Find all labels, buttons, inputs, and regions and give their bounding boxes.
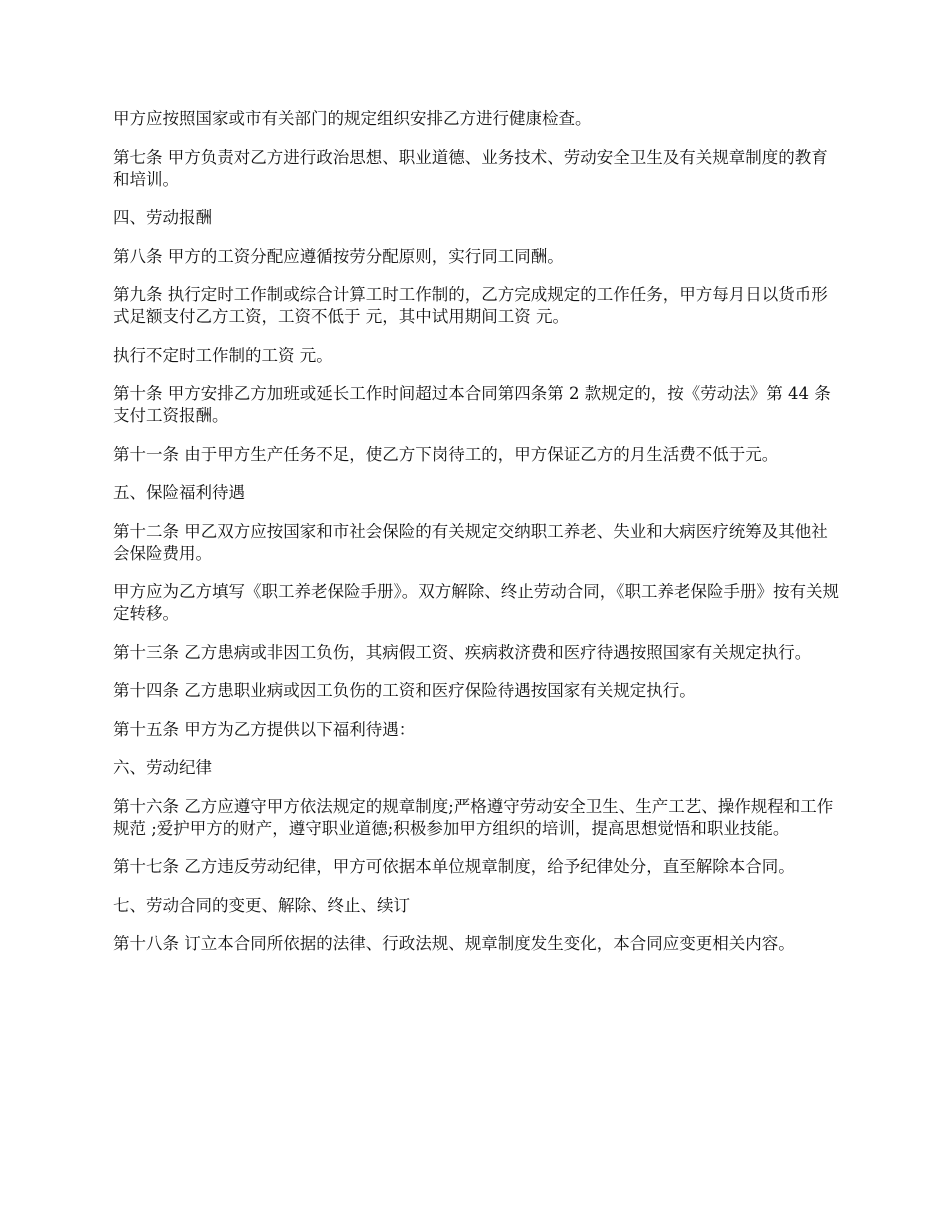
- article-11: 第十一条 由于甲方生产任务不足，使乙方下岗待工的，甲方保证乙方的月生活费不低于元。: [113, 444, 779, 464]
- article-12: 第十二条 甲乙双方应按国家和市社会保险的有关规定交纳职工养老、失业和大病医疗统筹及其他社会保险费用。: [113, 521, 828, 563]
- section-heading-insurance: 五、保险福利待遇: [113, 483, 245, 502]
- paragraph-health-check: 甲方应按照国家或市有关部门的规定组织安排乙方进行健康检查。: [113, 109, 592, 128]
- document-body: [113, 108, 840, 972]
- article-10: 第十条 甲方安排乙方加班或延长工作时间超过本合同第四条第 2 款规定的，按《劳动法》第 44 条支付工资报酬。: [113, 384, 831, 425]
- article-13: 第十三条 乙方患病或非因工负伤，其病假工资、疾病救济费和医疗待遇按照国家有关规定执行。: [113, 642, 812, 662]
- section-heading-discipline: 六、劳动纪律: [113, 758, 212, 777]
- section-heading-remuneration: 四、劳动报酬: [113, 208, 212, 227]
- article-15: 第十五条 甲方为乙方提供以下福利待遇：: [113, 719, 416, 739]
- article-14: 第十四条 乙方患职业病或因工负伤的工资和医疗保险待遇按国家有关规定执行。: [113, 681, 696, 700]
- paragraph-pension-handbook: 甲方应为乙方填写《职工养老保险手册》。双方解除、终止劳动合同，《职工养老保险手册》按有关规定转移。: [113, 582, 839, 623]
- article-18: 第十八条 订立本合同所依据的法律、行政法规、规章制度发生变化，本合同应变更相关内容。: [113, 934, 795, 953]
- section-heading-contract-changes: 七、劳动合同的变更、解除、终止、续订: [113, 895, 410, 915]
- article-16: 第十六条 乙方应遵守甲方依法规定的规章制度;严格遵守劳动安全卫生、生产工艺、操作规程和工作规范 ;爱护甲方的财产，遵守职业道德;积极参加甲方组织的培训，提高思想觉悟和职业技能。: [113, 796, 834, 838]
- article-17: 第十七条 乙方违反劳动纪律，甲方可依据本单位规章制度，给予纪律处分，直至解除本合同。: [113, 857, 795, 876]
- article-9: 第九条 执行定时工作制或综合计算工时工作制的，乙方完成规定的工作任务，甲方每月日以货币形式足额支付乙方工资，工资不低于 元，其中试用期间工资 元。: [113, 285, 828, 326]
- article-8: 第八条 甲方的工资分配应遵循按劳分配原则，实行同工同酬。: [113, 246, 564, 266]
- article-7: 第七条 甲方负责对乙方进行政治思想、职业道德、业务技术、劳动安全卫生及有关规章制度的教育和培训。: [113, 147, 828, 189]
- paragraph-flexible-hours-wage: 执行不定时工作制的工资 元。: [113, 345, 333, 365]
